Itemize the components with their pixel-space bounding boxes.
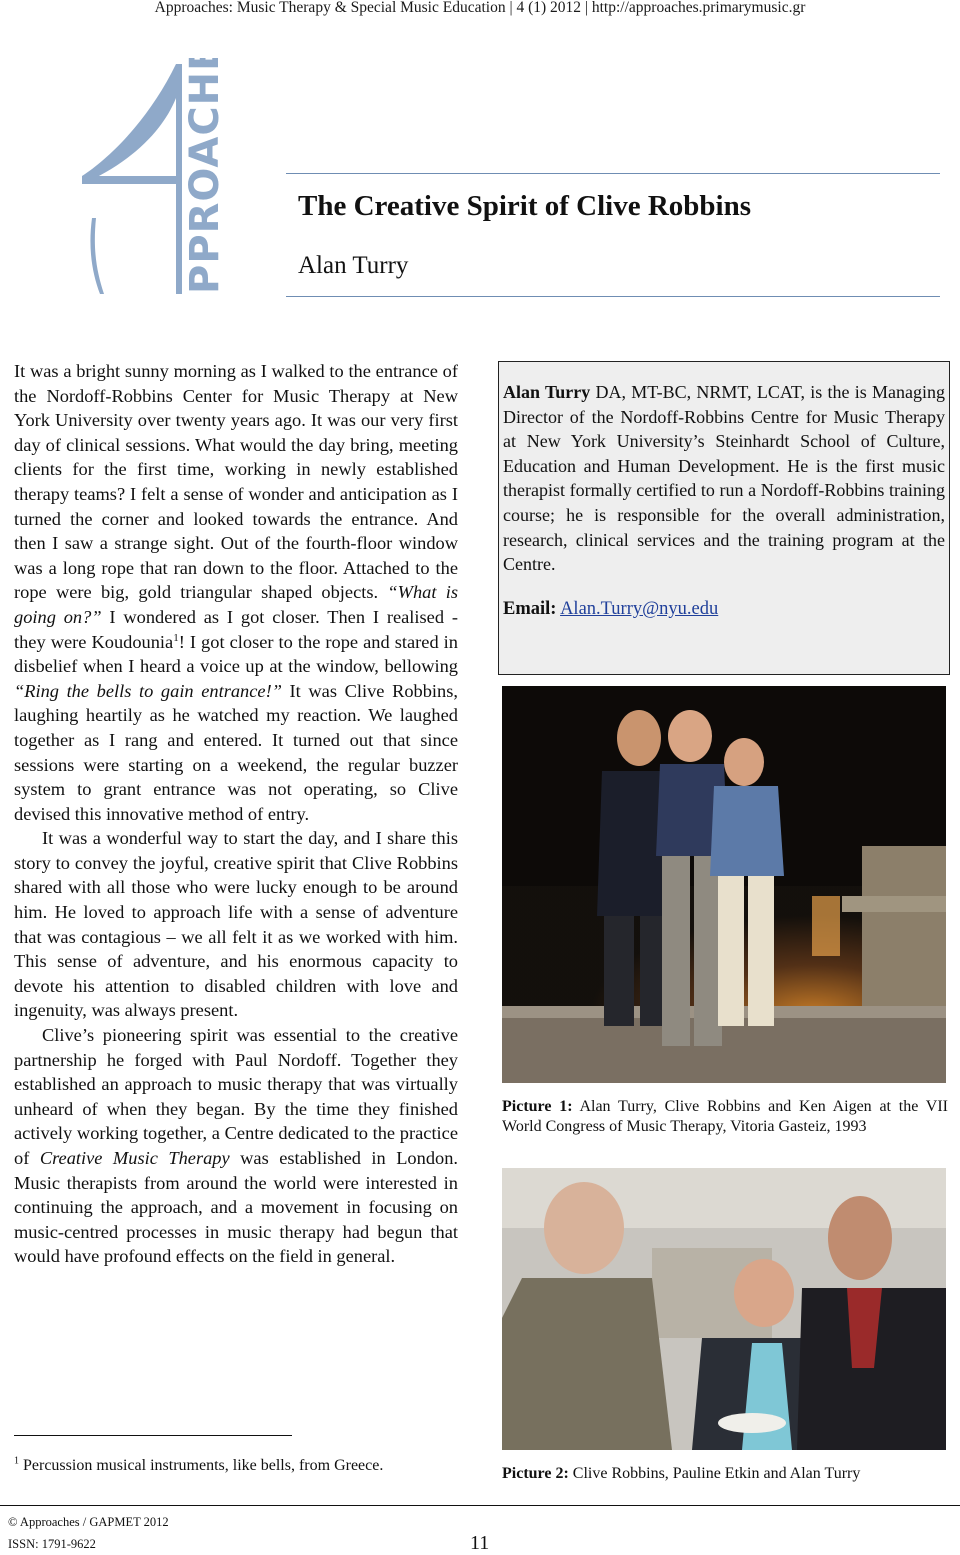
- approaches-logo: [80, 58, 240, 308]
- footer-copyright: © Approaches / GAPMET 2012: [8, 1515, 169, 1529]
- picture-2-photo: [502, 1168, 946, 1450]
- paragraph-3: Clive’s pioneering spirit was essential to the creative partnership he forged with Paul Nordoff. Together they established an approach to music therapy that was virtually unheard of when they began. By the time they finished actively working together, a Centre dedicated to the practice of Creative Music Therapy was established in London. Music therapists from around the world were interested in continuing the approach, and a movement in focusing on music-centred processes in music therapy had begun that would have profound effects on the field in general.: [14, 1025, 459, 1267]
- footnote-rule: [14, 1435, 292, 1436]
- article-author: Alan Turry: [298, 252, 409, 279]
- picture-1-caption: Picture 1: Alan Turry, Clive Robbins and Ken Aigen at the VII World Congress of Music Therapy, Vitoria Gasteiz, 1993: [502, 1098, 948, 1135]
- paragraph-2: It was a wonderful way to start the day, and I share this story to convey the joyful, creative spirit that Clive Robbins shared with all those who were lucky enough to be around him. He loved to approach life with a sense of adventure that was contagious – we all felt it as we worked with him. This sense of adventure, and his enormous capacity to devote his attention to disabled children with love and ingenuity, was always present.: [14, 828, 458, 1021]
- journal-header: Approaches: Music Therapy & Special Music Education | 4 (1) 2012 | http://approaches.primarymusic.gr: [154, 0, 806, 16]
- article-title: The Creative Spirit of Clive Robbins: [298, 190, 751, 222]
- email-link[interactable]: Alan.Turry@nyu.edu: [560, 598, 719, 619]
- paragraph-1: It was a bright sunny morning as I walked to the entrance of the Nordoff-Robbins Center for Music Therapy at New York University over twenty years ago. It was our very first day of clinical sessions. What would the day bring, meeting clients for the first time, working in newly established therapy teams? I felt a sense of wonder and anticipation as I turned the corner and looked towards the entrance. And then I saw a strange sight. Out of the fourth-floor window was a long rope that ran down to the floor. Attached to the rope were big, gold triangular shaped objects. “What is going on?” I wondered as I got closer. Then I realised - they were Koudounia$^1$! I got closer to the rope and stared in disbelief when I heard a voice up at the window, bellowing “Ring the bells to gain entrance!” It was Clive Robbins, laughing heartily as he watched my reaction. We laughed together as I rang and entered. It turned out that since sessions were starting on a weekend, the regular buzzer system to grant entrance was not operating, so Clive devised this innovative method of entry.: [14, 361, 458, 824]
- footnote-ref[interactable]: 1: [173, 631, 179, 644]
- bio-email: Email: Alan.Turry@nyu.edu: [503, 598, 719, 619]
- logo-text: PPROACHES: [182, 58, 228, 294]
- picture-1-photo: [502, 686, 946, 1083]
- title-rule-bottom: [286, 296, 940, 297]
- bio-name: Alan Turry: [503, 382, 591, 402]
- footer-issn: ISSN: 1791-9622: [8, 1537, 96, 1551]
- article-body: [14, 359, 458, 1269]
- page-number: 11: [470, 1532, 490, 1554]
- author-bio-box: [498, 361, 950, 675]
- footer-rule: [0, 1505, 960, 1506]
- title-rule-top: [286, 173, 940, 174]
- picture-2-caption: Picture 2: Clive Robbins, Pauline Etkin and Alan Turry: [502, 1465, 861, 1482]
- footnote: $^1$ Percussion musical instruments, like bells, from Greece.: [14, 1455, 384, 1474]
- bio-text: Alan Turry DA, MT-BC, NRMT, LCAT, is the is Managing Director of the Nordoff-Robbins Centre for Music Therapy at New York University’s Steinhardt School of Culture, Education and Human Development. He is the first music therapist formally certified to run a Nordoff-Robbins training course; he is responsible for the overall administration, research, clinical services and the training program at the Centre.: [503, 382, 946, 575]
